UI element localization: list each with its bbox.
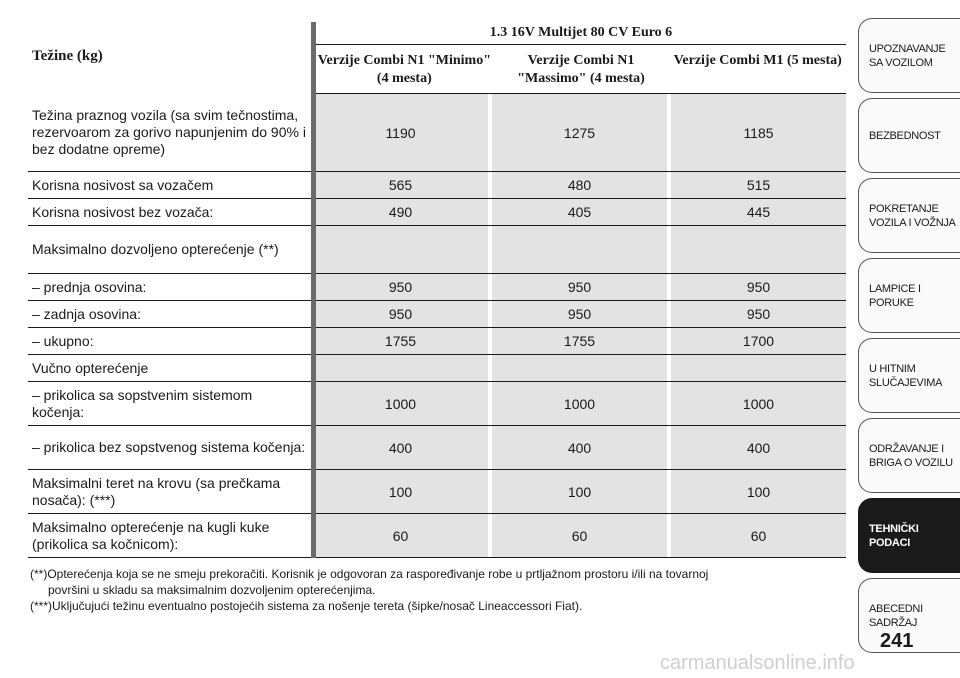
value-cell: 1700 xyxy=(671,328,846,354)
value-cell: 1000 xyxy=(313,382,488,425)
row-label: – ukupno: xyxy=(32,332,94,349)
tab-label: TEHNIČKI PODACI xyxy=(869,522,919,549)
table-row xyxy=(28,172,846,199)
table-row xyxy=(28,199,846,226)
value-cell: 565 xyxy=(313,172,488,198)
row-values xyxy=(313,274,846,300)
row-values xyxy=(313,470,846,513)
value-cell: 100 xyxy=(671,470,846,513)
value-cell: 950 xyxy=(492,274,667,300)
value-cell: 1000 xyxy=(492,382,667,425)
row-label: – prikolica bez sopstvenog sistema kočenja: xyxy=(32,439,306,455)
engine-header: 1.3 16V Multijet 80 CV Euro 6 xyxy=(316,22,846,45)
column-header-massimo: Verzije Combi N1 "Massimo" (4 mesta) xyxy=(517,53,645,86)
table-row xyxy=(28,382,846,426)
value-cell: 445 xyxy=(671,199,846,225)
row-label: – zadnja osovina: xyxy=(32,305,141,322)
chapter-tabs xyxy=(858,18,960,658)
footnotes xyxy=(30,566,850,614)
value-cell: 400 xyxy=(313,426,488,469)
value-cell: 405 xyxy=(492,199,667,225)
value-cell: 950 xyxy=(313,274,488,300)
value-cell: 1000 xyxy=(671,382,846,425)
tab-bezbednost[interactable] xyxy=(858,98,960,173)
row-values xyxy=(313,94,846,171)
value-cell: 480 xyxy=(492,172,667,198)
tab-hitni[interactable] xyxy=(858,338,960,413)
value-cell: 515 xyxy=(671,172,846,198)
value-cell: 400 xyxy=(671,426,846,469)
table-row xyxy=(28,274,846,301)
value-cell xyxy=(313,355,488,381)
table-row xyxy=(28,328,846,355)
table-row xyxy=(28,355,846,382)
tab-label: POKRETANJE VOZILA I VOŽNJA xyxy=(869,202,956,229)
value-cell: 1275 xyxy=(492,94,667,171)
value-cell: 1755 xyxy=(492,328,667,354)
value-cell: 1755 xyxy=(313,328,488,354)
value-cell: 100 xyxy=(313,470,488,513)
table-row xyxy=(28,301,846,328)
row-values xyxy=(313,301,846,327)
row-label: – prednja osovina: xyxy=(32,278,147,295)
table-divider xyxy=(311,22,316,558)
tab-label: U HITNIM SLUČAJEVIMA xyxy=(869,362,943,389)
watermark: carmanualsonline.info xyxy=(660,652,855,674)
value-cell: 1190 xyxy=(313,94,488,171)
table-row xyxy=(28,226,846,274)
value-cell: 950 xyxy=(671,274,846,300)
row-label: Korisna nosivost bez vozača: xyxy=(32,203,214,220)
column-header-minimo: Verzije Combi N1 "Minimo" (4 mesta) xyxy=(317,53,491,86)
row-values xyxy=(313,226,846,273)
value-cell: 60 xyxy=(313,514,488,557)
row-values xyxy=(313,199,846,225)
row-label: Korisna nosivost sa vozačem xyxy=(32,176,214,193)
row-label: Maksimalni teret na krovu (sa prečkama nosača): (***) xyxy=(32,474,281,508)
tab-pokretanje[interactable] xyxy=(858,178,960,253)
row-label: Vučno opterećenje xyxy=(32,359,149,376)
row-label: Maksimalno opterećenje na kugli kuke (prikolica sa kočnicom): xyxy=(32,518,270,552)
value-cell: 400 xyxy=(492,426,667,469)
value-cell xyxy=(492,355,667,381)
footnote-1-cont: površini u skladu sa maksimalnim dozvoljenim opterećenjima. xyxy=(48,583,376,597)
tab-label: ABECEDNI SADRŽAJ xyxy=(869,602,923,629)
row-values xyxy=(313,355,846,381)
table-row xyxy=(28,426,846,470)
page-number: 241 xyxy=(880,630,914,652)
tab-label: UPOZNAVANJE SA VOZILOM xyxy=(869,42,946,69)
tab-tehnicki-podaci[interactable] xyxy=(858,498,960,573)
value-cell: 490 xyxy=(313,199,488,225)
row-values xyxy=(313,426,846,469)
row-values xyxy=(313,172,846,198)
column-header-m1: Verzije Combi M1 (5 mesta) xyxy=(673,53,842,68)
row-values xyxy=(313,382,846,425)
value-cell: 950 xyxy=(313,301,488,327)
row-label: Maksimalno dozvoljeno opterećenje (**) xyxy=(32,241,279,257)
footnote-1: (**)Opterećenja koja se ne smeju prekoračiti. Korisnik je odgovoran za raspoređivanje robe u prtljažnom prostoru i/ili na tovarnoj xyxy=(30,567,709,581)
value-cell: 60 xyxy=(671,514,846,557)
table-row xyxy=(28,514,846,558)
row-label: Težina praznog vozila (sa svim tečnostima, rezervoarom za gorivo napunjenim do 90% i bez dodatne opreme) xyxy=(32,107,306,157)
value-cell xyxy=(671,226,846,273)
tab-label: BEZBEDNOST xyxy=(869,129,941,142)
value-cell xyxy=(492,226,667,273)
row-label: – prikolica sa sopstvenim sistemom kočenja: xyxy=(32,386,253,420)
value-cell: 950 xyxy=(492,301,667,327)
value-cell: 950 xyxy=(671,301,846,327)
tab-label: LAMPICE I PORUKE xyxy=(869,282,921,309)
table-row xyxy=(28,94,846,172)
value-cell xyxy=(313,226,488,273)
weights-label: Težine (kg) xyxy=(32,48,103,64)
value-cell xyxy=(671,355,846,381)
tab-upoznavanje[interactable] xyxy=(858,18,960,93)
tab-lampice[interactable] xyxy=(858,258,960,333)
value-cell: 60 xyxy=(492,514,667,557)
row-values xyxy=(313,514,846,557)
row-values xyxy=(313,328,846,354)
tab-odrzavanje[interactable] xyxy=(858,418,960,493)
tab-label: ODRŽAVANJE I BRIGA O VOZILU xyxy=(869,442,953,469)
value-cell: 1185 xyxy=(671,94,846,171)
footnote-2: (***)Uključujući težinu eventualno postojećih sistema za nošenje tereta (šipke/nosač Lineaccessori Fiat). xyxy=(30,599,583,613)
table-row xyxy=(28,470,846,514)
value-cell: 100 xyxy=(492,470,667,513)
column-headers xyxy=(316,44,846,94)
